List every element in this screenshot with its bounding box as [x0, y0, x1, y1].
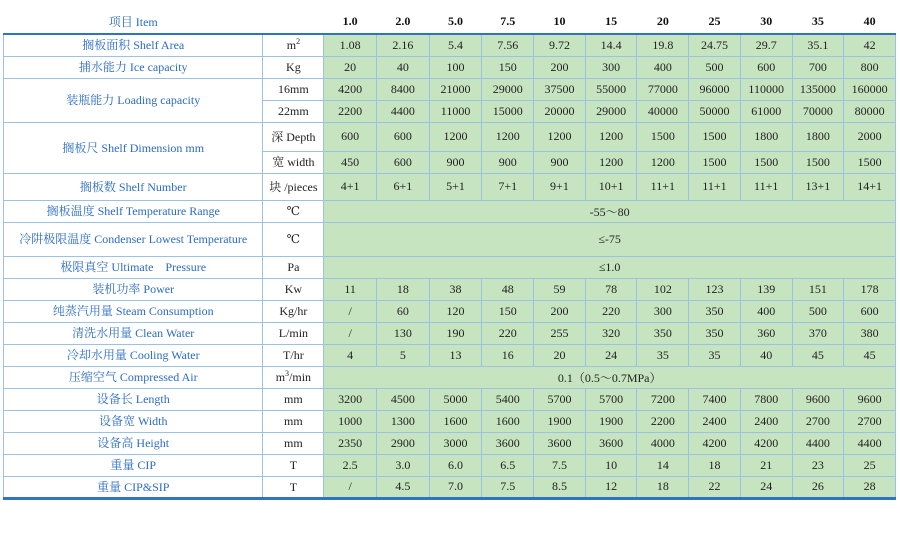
- value-cell: 2000: [844, 122, 896, 151]
- value-cell: 2.16: [377, 34, 430, 56]
- value-cell: 12: [585, 476, 637, 498]
- value-cell: 59: [534, 278, 586, 300]
- row-label: 纯蒸汽用量 Steam Consumption: [4, 300, 263, 322]
- table-row: [4, 173, 896, 200]
- unit-cell: [263, 34, 324, 56]
- value-cell: 20: [534, 344, 586, 366]
- value-cell: 320: [585, 322, 637, 344]
- value-cell: 102: [637, 278, 689, 300]
- value-cell: 26: [792, 476, 844, 498]
- value-cell: 20000: [534, 100, 586, 122]
- unit-header: [263, 10, 324, 34]
- value-cell: 900: [429, 151, 482, 173]
- value-cell: 5700: [534, 388, 586, 410]
- unit-text: m: [286, 38, 297, 53]
- value-cell: 8.5: [534, 476, 586, 498]
- value-cell: 255: [534, 322, 586, 344]
- table-row: [4, 432, 896, 454]
- value-cell: 110000: [740, 78, 792, 100]
- value-cell: 360: [740, 322, 792, 344]
- value-cell: 77000: [637, 78, 689, 100]
- value-cell: 6.0: [429, 454, 482, 476]
- unit-text: mm: [284, 392, 303, 406]
- value-cell: 1200: [585, 122, 637, 151]
- unit-text: ℃: [286, 232, 301, 246]
- unit-cell: [263, 322, 324, 344]
- unit-text: L/min: [278, 326, 309, 340]
- unit-text: mm: [284, 414, 303, 428]
- value-cell: 9+1: [534, 173, 586, 200]
- value-cell: 2200: [324, 100, 377, 122]
- table-row: [4, 454, 896, 476]
- value-cell: 15000: [482, 100, 534, 122]
- span-value-cell: 0.1（0.5～0.7MPa）: [324, 366, 896, 388]
- value-cell: 1200: [482, 122, 534, 151]
- value-cell: 1500: [637, 122, 689, 151]
- unit-cell: [263, 344, 324, 366]
- row-label: 装机功率 Power: [4, 278, 263, 300]
- model-header: 30: [740, 10, 792, 34]
- value-cell: 123: [689, 278, 741, 300]
- value-cell: 7200: [637, 388, 689, 410]
- value-cell: 45: [792, 344, 844, 366]
- value-cell: 16: [482, 344, 534, 366]
- value-cell: 600: [740, 56, 792, 78]
- row-label: 搁板数 Shelf Number: [4, 173, 263, 200]
- value-cell: 24: [585, 344, 637, 366]
- value-cell: 61000: [740, 100, 792, 122]
- value-cell: 5+1: [429, 173, 482, 200]
- model-header: 25: [689, 10, 741, 34]
- value-cell: 24.75: [689, 34, 741, 56]
- model-header: 20: [637, 10, 689, 34]
- row-label: 捕水能力 Ice capacity: [4, 56, 263, 78]
- model-header: 35: [792, 10, 844, 34]
- unit-text: 块 /pieces: [269, 179, 318, 194]
- value-cell: 220: [585, 300, 637, 322]
- unit-cell: [263, 278, 324, 300]
- value-cell: 11: [324, 278, 377, 300]
- value-cell: 2700: [792, 410, 844, 432]
- unit-suffix: /min: [289, 370, 312, 384]
- value-cell: 150: [482, 56, 534, 78]
- row-label: 装瓶能力 Loading capacity: [4, 78, 263, 122]
- value-cell: 3600: [534, 432, 586, 454]
- value-cell: 19.8: [637, 34, 689, 56]
- value-cell: 24: [740, 476, 792, 498]
- value-cell: 500: [792, 300, 844, 322]
- value-cell: 38: [429, 278, 482, 300]
- value-cell: 4.5: [377, 476, 430, 498]
- value-cell: 600: [377, 151, 430, 173]
- item-header: 项目 Item: [4, 10, 263, 34]
- value-cell: 5.4: [429, 34, 482, 56]
- value-cell: 14.4: [585, 34, 637, 56]
- unit-superscript: 3: [285, 369, 290, 378]
- value-cell: 13+1: [792, 173, 844, 200]
- model-header: 1.0: [324, 10, 377, 34]
- value-cell: 10: [585, 454, 637, 476]
- value-cell: 178: [844, 278, 896, 300]
- value-cell: 1.08: [324, 34, 377, 56]
- value-cell: 600: [324, 122, 377, 151]
- value-cell: 48: [482, 278, 534, 300]
- row-label: 冷却水用量 Cooling Water: [4, 344, 263, 366]
- value-cell: 8400: [377, 78, 430, 100]
- value-cell: 150: [482, 300, 534, 322]
- span-value-cell: -55～80: [324, 200, 896, 222]
- value-cell: 5: [377, 344, 430, 366]
- unit-text: Pa: [287, 260, 300, 274]
- table-row: [4, 300, 896, 322]
- unit-cell: [263, 56, 324, 78]
- value-cell: 3200: [324, 388, 377, 410]
- value-cell: 6.5: [482, 454, 534, 476]
- value-cell: 2.5: [324, 454, 377, 476]
- value-cell: 3000: [429, 432, 482, 454]
- row-label: 设备宽 Width: [4, 410, 263, 432]
- value-cell: 7+1: [482, 173, 534, 200]
- value-cell: 45: [844, 344, 896, 366]
- value-cell: 7.5: [534, 454, 586, 476]
- value-cell: 11+1: [637, 173, 689, 200]
- value-cell: 300: [585, 56, 637, 78]
- value-cell: 4400: [377, 100, 430, 122]
- value-cell: 29.7: [740, 34, 792, 56]
- model-header: 40: [844, 10, 896, 34]
- unit-text: T: [289, 479, 298, 494]
- value-cell: 400: [740, 300, 792, 322]
- table-row: [4, 256, 896, 278]
- value-cell: 9600: [844, 388, 896, 410]
- value-cell: 6+1: [377, 173, 430, 200]
- value-cell: 10+1: [585, 173, 637, 200]
- value-cell: 25: [844, 454, 896, 476]
- value-cell: 9600: [792, 388, 844, 410]
- value-cell: 160000: [844, 78, 896, 100]
- model-header: 5.0: [429, 10, 482, 34]
- value-cell: 600: [844, 300, 896, 322]
- value-cell: 4400: [844, 432, 896, 454]
- value-cell: 4500: [377, 388, 430, 410]
- value-cell: 800: [844, 56, 896, 78]
- value-cell: 1200: [534, 122, 586, 151]
- value-cell: 29000: [585, 100, 637, 122]
- value-cell: 190: [429, 322, 482, 344]
- row-label: 搁板面积 Shelf Area: [4, 34, 263, 56]
- value-cell: 900: [482, 151, 534, 173]
- value-cell: 14+1: [844, 173, 896, 200]
- unit-text: mm: [284, 436, 303, 450]
- value-cell: 7.5: [482, 476, 534, 498]
- unit-cell: [263, 454, 324, 476]
- value-cell: 20: [324, 56, 377, 78]
- value-cell: 400: [637, 56, 689, 78]
- row-label: 设备长 Length: [4, 388, 263, 410]
- value-cell: 1500: [689, 122, 741, 151]
- value-cell: 18: [689, 454, 741, 476]
- value-cell: 40: [377, 56, 430, 78]
- value-cell: 350: [689, 300, 741, 322]
- table-body: [4, 34, 896, 498]
- unit-cell: [263, 410, 324, 432]
- unit-text: T: [289, 458, 298, 472]
- value-cell: 96000: [689, 78, 741, 100]
- value-cell: 60: [377, 300, 430, 322]
- unit-cell: [263, 432, 324, 454]
- unit-cell: [263, 222, 324, 256]
- unit-cell: 16mm: [263, 78, 324, 100]
- value-cell: 18: [637, 476, 689, 498]
- unit-text: ℃: [286, 204, 301, 218]
- value-cell: 100: [429, 56, 482, 78]
- unit-cell: [263, 300, 324, 322]
- unit-cell: [263, 476, 324, 498]
- row-label: 清洗水用量 Clean Water: [4, 322, 263, 344]
- table-row: [4, 122, 896, 151]
- value-cell: 220: [482, 322, 534, 344]
- value-cell: 4200: [324, 78, 377, 100]
- unit-superscript: 2: [296, 37, 301, 47]
- span-value-cell: ≤-75: [324, 222, 896, 256]
- value-cell: 2350: [324, 432, 377, 454]
- unit-cell: 深 Depth: [263, 122, 324, 151]
- value-cell: 78: [585, 278, 637, 300]
- row-label: 搁板尺 Shelf Dimension mm: [4, 122, 263, 173]
- value-cell: 7400: [689, 388, 741, 410]
- value-cell: 21: [740, 454, 792, 476]
- value-cell: 11+1: [689, 173, 741, 200]
- table-row: [4, 410, 896, 432]
- model-header: 15: [585, 10, 637, 34]
- value-cell: 1500: [844, 151, 896, 173]
- value-cell: 900: [534, 151, 586, 173]
- value-cell: 55000: [585, 78, 637, 100]
- model-header: 7.5: [482, 10, 534, 34]
- value-cell: 200: [534, 56, 586, 78]
- value-cell: 139: [740, 278, 792, 300]
- span-value-cell: ≤1.0: [324, 256, 896, 278]
- table-row: [4, 366, 896, 388]
- value-cell: 3600: [585, 432, 637, 454]
- row-label: 压缩空气 Compressed Air: [4, 366, 263, 388]
- value-cell: 2400: [689, 410, 741, 432]
- value-cell: 4000: [637, 432, 689, 454]
- model-header: 2.0: [377, 10, 430, 34]
- value-cell: 28: [844, 476, 896, 498]
- value-cell: /: [324, 476, 377, 498]
- value-cell: 450: [324, 151, 377, 173]
- value-cell: 1500: [792, 151, 844, 173]
- value-cell: 7800: [740, 388, 792, 410]
- value-cell: 18: [377, 278, 430, 300]
- row-label: 冷阱极限温度 Condenser Lowest Temperature: [4, 222, 263, 256]
- value-cell: 1000: [324, 410, 377, 432]
- value-cell: 200: [534, 300, 586, 322]
- unit-text: m: [275, 370, 286, 384]
- value-cell: 130: [377, 322, 430, 344]
- unit-text: Kw: [284, 282, 303, 296]
- table-row: [4, 344, 896, 366]
- value-cell: 14: [637, 454, 689, 476]
- value-cell: 3.0: [377, 454, 430, 476]
- table-row: [4, 34, 896, 56]
- value-cell: 380: [844, 322, 896, 344]
- table-row: [4, 278, 896, 300]
- unit-text: Kg/hr: [279, 304, 308, 318]
- unit-cell: [263, 366, 324, 388]
- table-row: [4, 200, 896, 222]
- value-cell: 40: [740, 344, 792, 366]
- value-cell: 35.1: [792, 34, 844, 56]
- value-cell: 23: [792, 454, 844, 476]
- value-cell: 35: [689, 344, 741, 366]
- row-label: 搁板温度 Shelf Temperature Range: [4, 200, 263, 222]
- value-cell: /: [324, 322, 377, 344]
- value-cell: 120: [429, 300, 482, 322]
- value-cell: 70000: [792, 100, 844, 122]
- value-cell: 151: [792, 278, 844, 300]
- row-label: 重量 CIP&SIP: [4, 476, 263, 498]
- value-cell: 11000: [429, 100, 482, 122]
- value-cell: 11+1: [740, 173, 792, 200]
- value-cell: 1600: [482, 410, 534, 432]
- value-cell: 7.56: [482, 34, 534, 56]
- value-cell: 13: [429, 344, 482, 366]
- table-row: [4, 322, 896, 344]
- unit-text: T/hr: [283, 348, 304, 362]
- value-cell: 22: [689, 476, 741, 498]
- value-cell: 37500: [534, 78, 586, 100]
- unit-cell: [263, 256, 324, 278]
- model-header: 10: [534, 10, 586, 34]
- value-cell: 1800: [792, 122, 844, 151]
- table-row: [4, 222, 896, 256]
- unit-text: Kg: [286, 60, 301, 74]
- value-cell: 1900: [585, 410, 637, 432]
- unit-cell: [263, 388, 324, 410]
- value-cell: 700: [792, 56, 844, 78]
- value-cell: 2700: [844, 410, 896, 432]
- value-cell: 1800: [740, 122, 792, 151]
- value-cell: 500: [689, 56, 741, 78]
- value-cell: 2400: [740, 410, 792, 432]
- value-cell: 9.72: [534, 34, 586, 56]
- table-row: [4, 388, 896, 410]
- value-cell: 2200: [637, 410, 689, 432]
- value-cell: 1200: [637, 151, 689, 173]
- value-cell: 5400: [482, 388, 534, 410]
- value-cell: 4200: [689, 432, 741, 454]
- value-cell: 1200: [585, 151, 637, 173]
- value-cell: 3600: [482, 432, 534, 454]
- value-cell: 29000: [482, 78, 534, 100]
- value-cell: 40000: [637, 100, 689, 122]
- value-cell: 35: [637, 344, 689, 366]
- value-cell: /: [324, 300, 377, 322]
- value-cell: 80000: [844, 100, 896, 122]
- value-cell: 42: [844, 34, 896, 56]
- value-cell: 135000: [792, 78, 844, 100]
- value-cell: 4+1: [324, 173, 377, 200]
- value-cell: 50000: [689, 100, 741, 122]
- value-cell: 5700: [585, 388, 637, 410]
- value-cell: 7.0: [429, 476, 482, 498]
- value-cell: 1600: [429, 410, 482, 432]
- value-cell: 1200: [429, 122, 482, 151]
- value-cell: 1300: [377, 410, 430, 432]
- value-cell: 1900: [534, 410, 586, 432]
- unit-cell: [263, 200, 324, 222]
- value-cell: 21000: [429, 78, 482, 100]
- value-cell: 600: [377, 122, 430, 151]
- spec-table: [3, 10, 896, 500]
- unit-cell: [263, 173, 324, 200]
- unit-cell: 宽 width: [263, 151, 324, 173]
- value-cell: 1500: [689, 151, 741, 173]
- value-cell: 350: [689, 322, 741, 344]
- header-row: [4, 10, 896, 34]
- value-cell: 4: [324, 344, 377, 366]
- value-cell: 4400: [792, 432, 844, 454]
- value-cell: 4200: [740, 432, 792, 454]
- row-label: 重量 CIP: [4, 454, 263, 476]
- value-cell: 1500: [740, 151, 792, 173]
- table-row: [4, 78, 896, 100]
- value-cell: 2900: [377, 432, 430, 454]
- value-cell: 5000: [429, 388, 482, 410]
- row-label: 设备高 Height: [4, 432, 263, 454]
- table-row: [4, 476, 896, 498]
- row-label: 极限真空 Ultimate Pressure: [4, 256, 263, 278]
- value-cell: 350: [637, 322, 689, 344]
- table-row: [4, 56, 896, 78]
- value-cell: 300: [637, 300, 689, 322]
- value-cell: 370: [792, 322, 844, 344]
- unit-cell: 22mm: [263, 100, 324, 122]
